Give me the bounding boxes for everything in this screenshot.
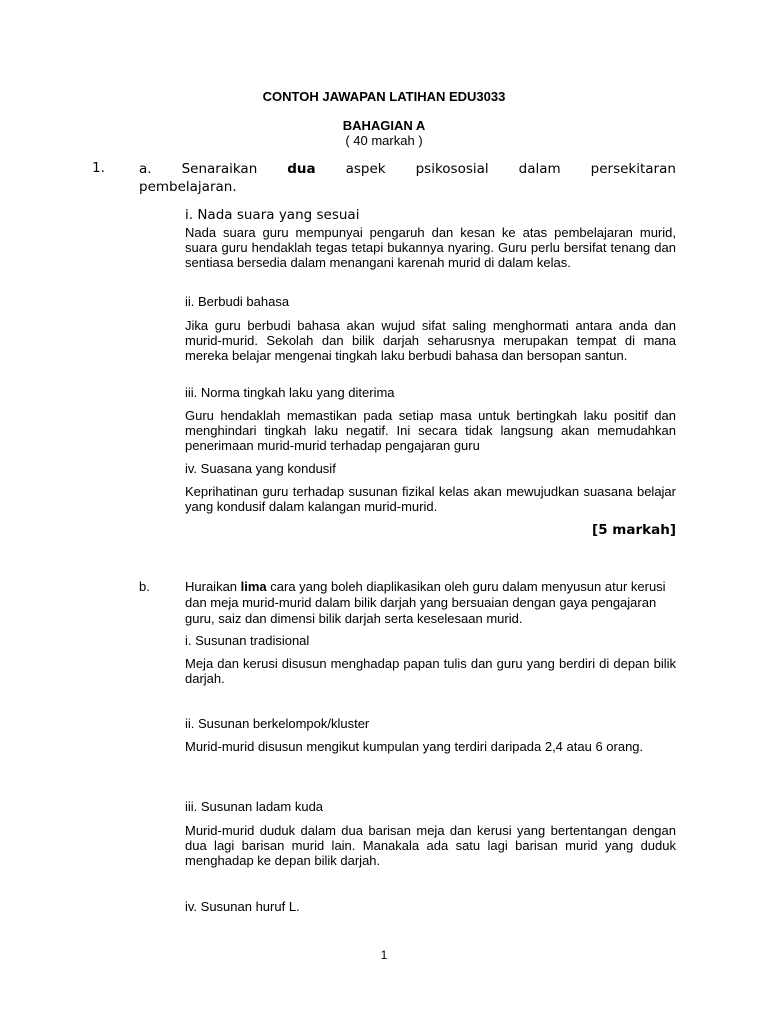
document-title: CONTOH JAWAPAN LATIHAN EDU3033 xyxy=(262,89,506,104)
answer-heading: iv. Susunan huruf L. xyxy=(185,899,300,914)
question-1a xyxy=(139,160,676,196)
answer-heading: i. Susunan tradisional xyxy=(185,633,310,648)
question-word-emphasis: dua xyxy=(287,161,316,177)
question-1b: Huraikan lima cara yang boleh diaplikasikan oleh guru dalam menyusun atur kerusi dan meja murid-murid dalam bilik darjah yang bersuaian dengan gaya pengajaran guru, saiz dan dimensi bilik darjah serta keselesaan murid. xyxy=(185,579,666,626)
question-line-2: pembelajaran. xyxy=(139,179,237,195)
question-word: psikososial xyxy=(415,161,489,177)
page-number: 1 xyxy=(380,948,388,962)
answer-text: Jika guru berbudi bahasa akan wujud sifat saling menghormati antara anda dan murid-murid. Sekolah dan bilik darjah seharusnya merupakan tempat di mana mereka belajar mengenai tingkah laku berbudi bahasa dan bersopan santun. xyxy=(185,318,676,363)
question-word-emphasis: lima xyxy=(240,579,267,594)
section-title: BAHAGIAN A xyxy=(342,118,426,133)
answer-text: Guru hendaklah memastikan pada setiap masa untuk bertingkah laku positif dan menghindari tingkah laku negatif. Ini secara tidak langsung akan memudahkan penerimaan murid-murid terhadap pengajaran guru xyxy=(185,408,676,453)
question-letter: b. xyxy=(139,579,150,594)
question-word: Senaraikan xyxy=(181,161,258,177)
question-letter: a. xyxy=(139,161,152,177)
question-word: persekitaran xyxy=(590,161,676,177)
section-marks: ( 40 markah ) xyxy=(345,133,423,148)
answer-text: Keprihatinan guru terhadap susunan fizikal kelas akan mewujudkan suasana belajar yang kondusif dalam kalangan murid-murid. xyxy=(185,484,676,514)
answer-text: Nada suara guru mempunyai pengaruh dan kesan ke atas pembelajaran murid, suara guru hendaklah tegas tetapi bukannya nyaring. Guru perlu bersifat tenang dan sentiasa bersedia dalam menangani karenah murid di dalam kelas. xyxy=(185,225,676,270)
answer-heading: iii. Norma tingkah laku yang diterima xyxy=(185,385,395,400)
marks-label: [5 markah] xyxy=(592,522,676,538)
answer-text: Meja dan kerusi disusun menghadap papan tulis dan guru yang berdiri di depan bilik darjah. xyxy=(185,656,676,686)
question-word: aspek xyxy=(345,161,386,177)
answer-heading: iii. Susunan ladam kuda xyxy=(185,799,324,814)
answer-heading: iv. Suasana yang kondusif xyxy=(185,461,336,476)
answer-heading: i. Nada suara yang sesuai xyxy=(185,207,360,223)
answer-heading: ii. Berbudi bahasa xyxy=(185,294,290,309)
answer-text: Murid-murid duduk dalam dua barisan meja dan kerusi yang bertentangan dengan dua lagi barisan murid lain. Manakala ada satu lagi barisan murid yang duduk menghadap ke depan bilik darjah. xyxy=(185,823,676,868)
question-number: 1. xyxy=(92,160,105,176)
answer-heading: ii. Susunan berkelompok/kluster xyxy=(185,716,370,731)
question-word: dalam xyxy=(518,161,561,177)
answer-text: Murid-murid disusun mengikut kumpulan yang terdiri daripada 2,4 atau 6 orang. xyxy=(185,739,644,754)
